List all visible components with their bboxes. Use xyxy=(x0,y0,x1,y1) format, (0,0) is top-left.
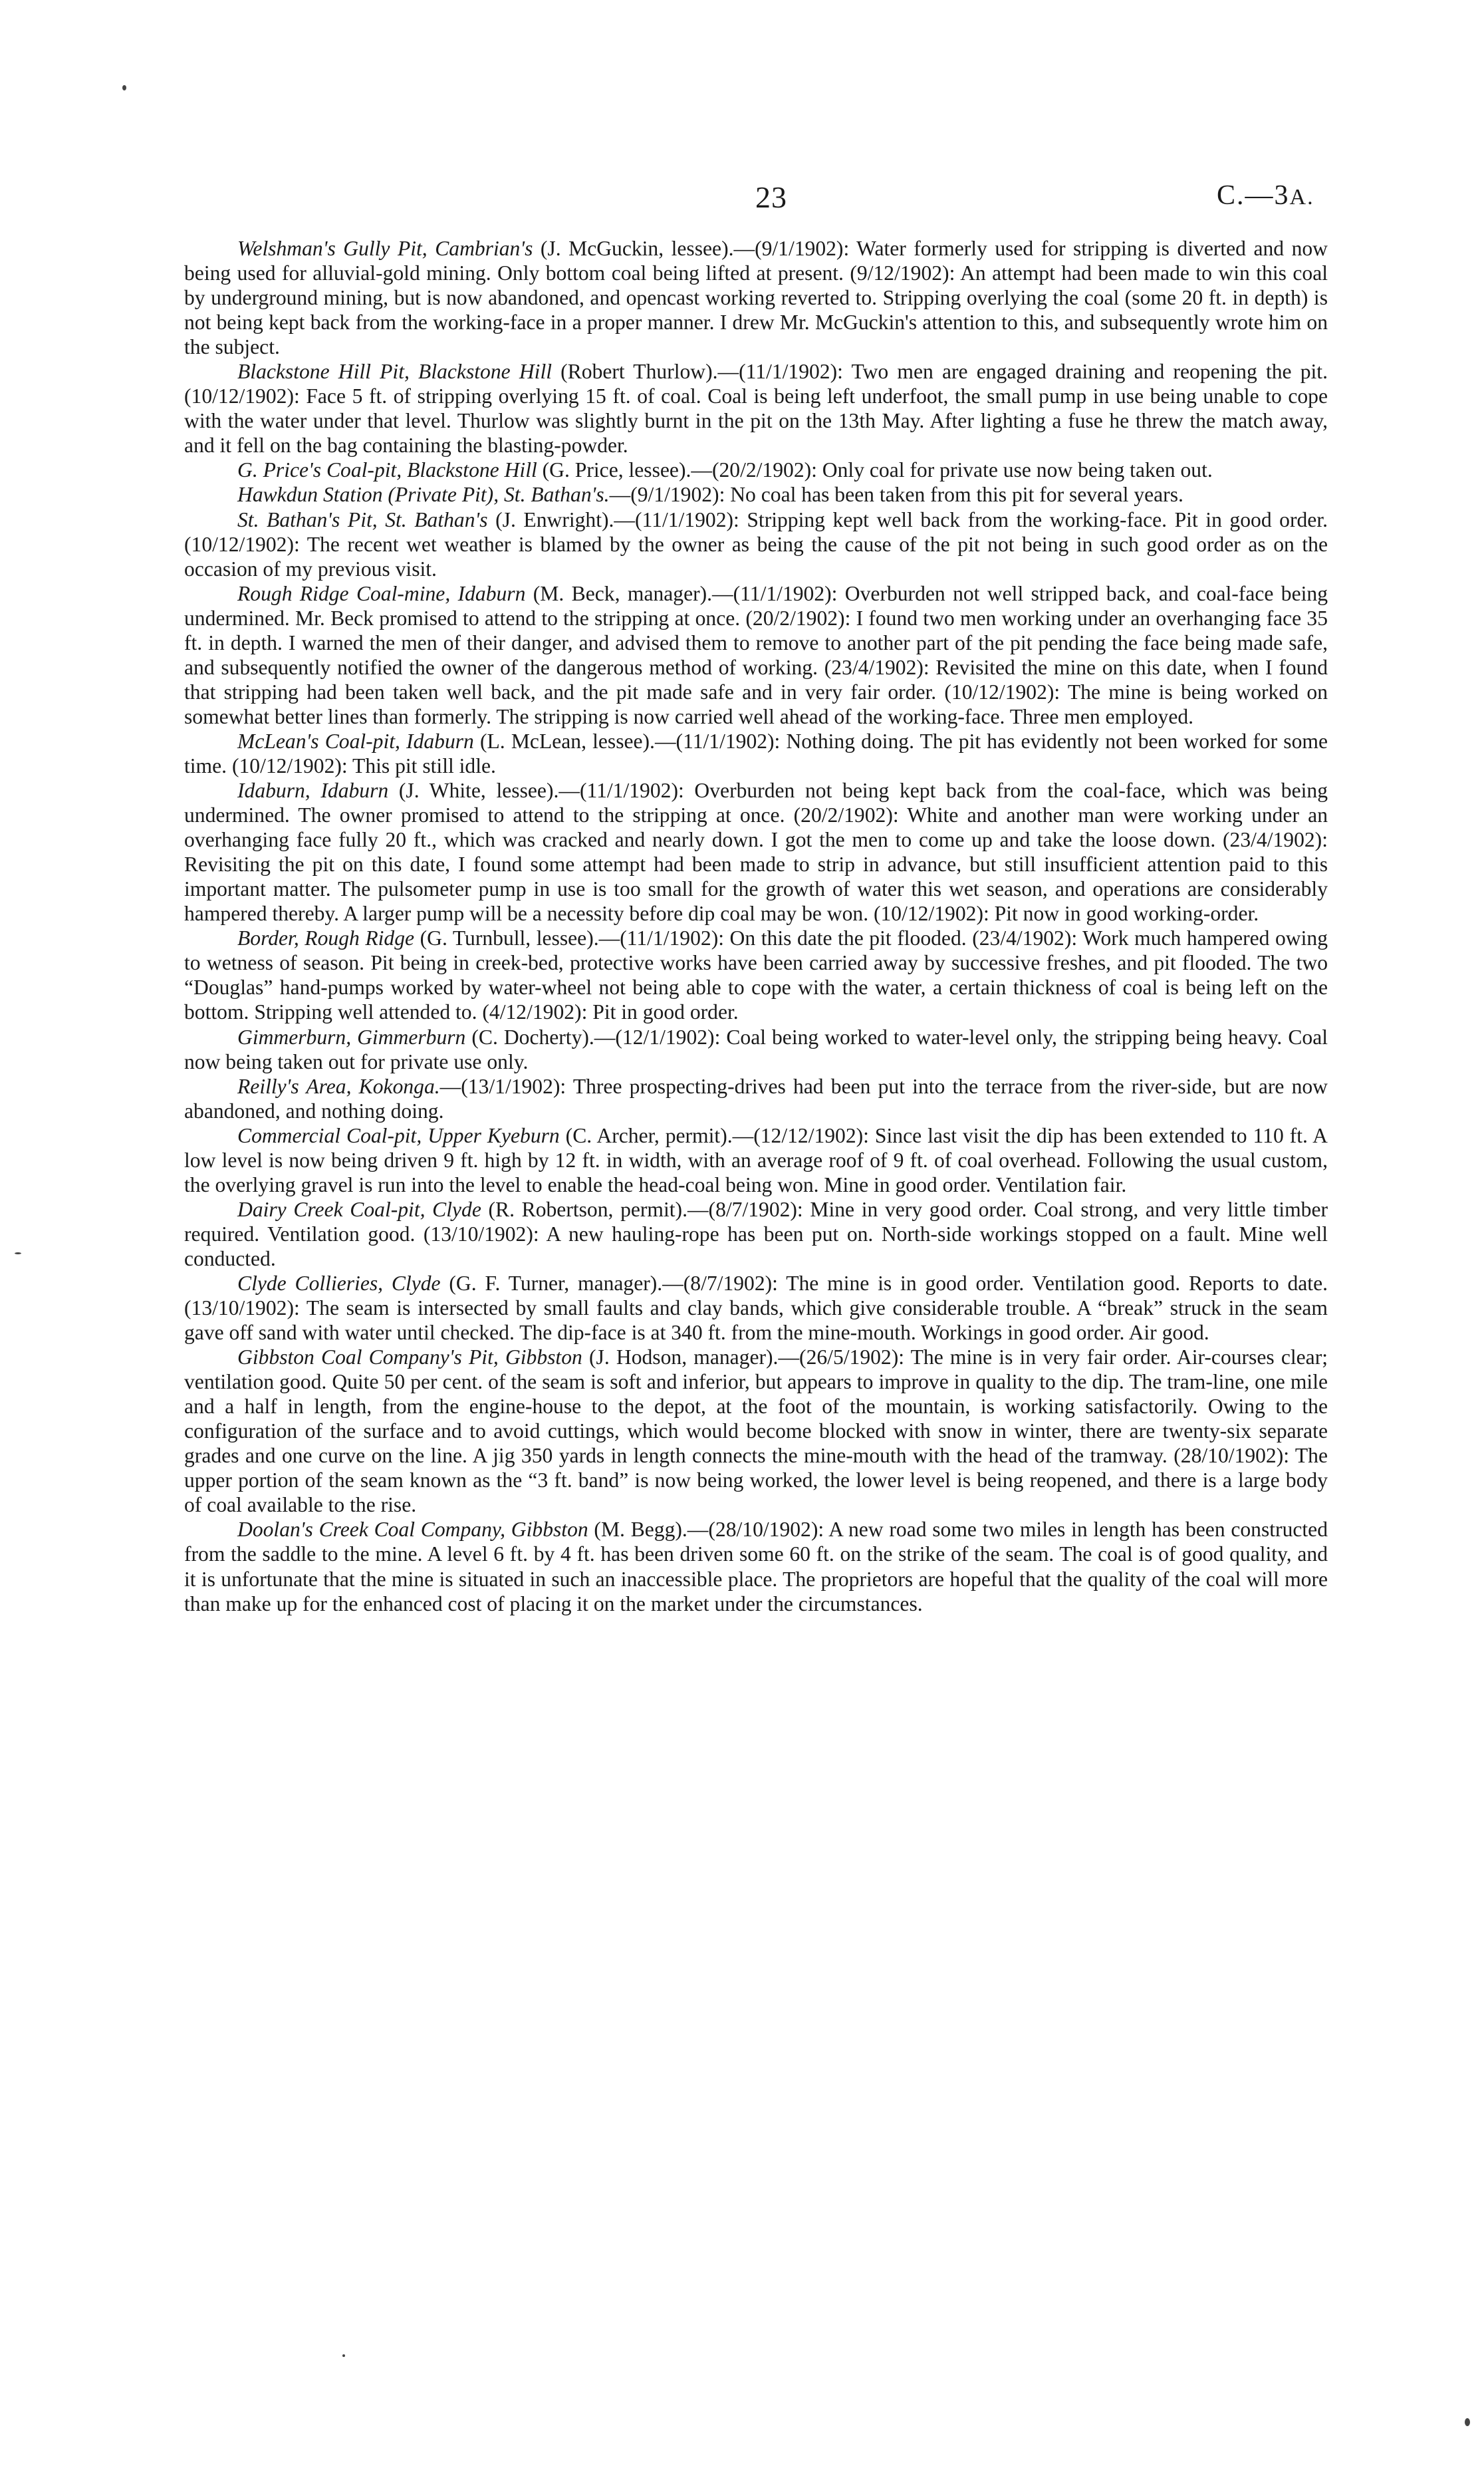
entry-place: Hawkdun Station (Private Pit), St. Bathan's. xyxy=(237,483,610,507)
entry-place: Gibbston Coal Company's Pit, Gibbston xyxy=(237,1345,582,1369)
entry-place: Gimmerburn, Gimmerburn xyxy=(237,1025,466,1049)
entry-text: (L. McLean, lessee).—(11/1/1902): Nothing doing. The pit has evidently not been worked for some time. (10/12/1902): This pit still idle. xyxy=(184,729,1328,777)
entry-text: (M. Begg).—(28/10/1902): A new road some two miles in length has been constructed from the saddle to the mine. A level 6 ft. by 4 ft. has been driven some 60 ft. on the strike of the seam. The coal is of good quality, and it is unfortunate that the mine is situated in such an inaccessible place. The proprietors are hopeful that the quality of the coal will more than make up for the enhanced cost of placing it on the market under the circumstances. xyxy=(184,1518,1328,1615)
entry-text: (G. Price, lessee).—(20/2/1902): Only coal for private use now being taken out. xyxy=(537,458,1213,482)
entry-hawkdun-station xyxy=(184,482,1328,507)
entry-text: (M. Beck, manager).—(11/1/1902): Overburden not well stripped back, and coal-face being undermined. Mr. Beck promised to attend to the stripping at once. (20/2/1902): I found two men working under an overhanging face 35 ft. in depth. I warned the men of their danger, and advised them to remove to another part of the pit pending the face being made safe, and subsequently notified the owner of the dangerous method of working. (23/4/1902): Revisited the mine on this date, when I found that stripping had been taken well back, and the pit made safe and in very fair order. (10/12/1902): The mine is being worked on somewhat better lines than formerly. The stripping is now carried well ahead of the working-face. Three men employed. xyxy=(184,581,1328,728)
entry-blackstone-hill-pit xyxy=(184,359,1328,458)
entry-welshmans-gully xyxy=(184,236,1328,359)
scan-speck xyxy=(342,2354,345,2357)
entry-text: (Robert Thurlow).—(11/1/1902): Two men are engaged draining and reopening the pit. (10/12/1902): Face 5 ft. of stripping overlying 15 ft. of coal. Coal is being left underfoot, the small pump in use being unable to cope with the water under that level. Thurlow was slightly burnt in the pit on the 13th May. After lighting a fuse he threw the match away, and it fell on the bag containing the blasting-powder. xyxy=(184,360,1328,458)
scan-speck xyxy=(1465,2418,1470,2426)
entry-g-price-coal-pit xyxy=(184,458,1328,482)
inspection-report-body xyxy=(184,236,1328,1616)
entry-place: Reilly's Area, Kokonga. xyxy=(237,1074,440,1098)
entry-place: Blackstone Hill Pit, Blackstone Hill xyxy=(237,360,552,384)
entry-border-rough-ridge xyxy=(184,926,1328,1024)
scan-speck xyxy=(15,1252,21,1254)
entry-place: St. Bathan's Pit, St. Bathan's xyxy=(237,507,488,531)
entry-text: —(9/1/1902): No coal has been taken from this pit for several years. xyxy=(609,483,1183,507)
entry-place: Clyde Collieries, Clyde xyxy=(237,1271,441,1295)
entry-text: (J. Enwright).—(11/1/1902): Stripping kept well back from the working-face. Pit in good order. (10/12/1902): The recent wet weather is blamed by the owner as being the cause of the pit not being in such good order as on the occasion of my previous visit. xyxy=(184,507,1328,581)
entry-text: —(13/1/1902): Three prospecting-drives had been put into the terrace from the river-side, but are now abandoned, and nothing doing. xyxy=(184,1074,1328,1123)
entry-text: (J. McGuckin, lessee).—(9/1/1902): Water formerly used for stripping is diverted and now being used for alluvial-gold mining. Only bottom coal being lifted at present. (9/12/1902): An attempt had been made to win this coal by underground mining, but is now abandoned, and opencast working reverted to. Stripping overlying the coal (some 20 ft. in depth) is not being kept back from the working-face in a proper manner. I drew Mr. McGuckin's attention to this, and subsequently wrote him on the subject. xyxy=(184,237,1328,359)
report-code xyxy=(1217,180,1314,211)
entry-place: McLean's Coal-pit, Idaburn xyxy=(237,729,474,753)
entry-dairy-creek-coal-pit xyxy=(184,1197,1328,1271)
entry-place: Welshman's Gully Pit, Cambrian's xyxy=(237,237,533,260)
scan-speck xyxy=(122,85,126,90)
entry-place: Rough Ridge Coal-mine, Idaburn xyxy=(237,581,526,605)
entry-gibbston-coal-company xyxy=(184,1345,1328,1517)
entry-text: (J. Hodson, manager).—(26/5/1902): The mine is in very fair order. Air-courses clear; ventilation good. Quite 50 per cent. of the seam is soft and inferior, but appears to improve in quality to the dip. The tram-line, one mile and a half in length, from the engine-house to the depot, at the foot of the mountain, is working satisfactorily. Owing to the configuration of the surface and to avoid cuttings, which would become blocked with snow in winter, there are twenty-six separate grades and one curve on the line. A jig 350 yards in length connects the mine-mouth with the head of the tramway. (28/10/1902): The upper portion of the seam known as the “3 ft. band” is now being worked, the lower level is being reopened, and there is a large body of coal available to the rise. xyxy=(184,1345,1328,1517)
entry-text: (C. Archer, permit).—(12/12/1902): Since last visit the dip has been extended to 110 ft. A low level is now being driven 9 ft. high by 12 ft. in width, with an average roof of 9 ft. of coal overhead. Following the usual custom, the overlying gravel is run into the level to enable the head-coal being won. Mine in good order. Ventilation fair. xyxy=(184,1123,1328,1196)
entry-st-bathans-pit xyxy=(184,507,1328,581)
page-number: 23 xyxy=(755,180,787,214)
entry-reillys-area xyxy=(184,1074,1328,1123)
entry-rough-ridge-coal-mine xyxy=(184,581,1328,729)
entry-gimmerburn xyxy=(184,1025,1328,1074)
entry-place: Doolan's Creek Coal Company, Gibbston xyxy=(237,1518,588,1542)
entry-place: Commercial Coal-pit, Upper Kyeburn xyxy=(237,1123,560,1147)
entry-text: (G. Turnbull, lessee).—(11/1/1902): On this date the pit flooded. (23/4/1902): Work much hampered owing to wetness of season. Pit being in creek-bed, protective works have been carried away by successive freshes, and pit flooded. The two “Douglas” hand-pumps worked by water-wheel not being able to cope with the water, a certain thickness of coal is being left on the bottom. Stripping well attended to. (4/12/1902): Pit in good order. xyxy=(184,926,1328,1024)
entry-place: G. Price's Coal-pit, Blackstone Hill xyxy=(237,458,537,482)
report-code-prefix: C.—3 xyxy=(1217,180,1290,211)
entry-text: (C. Docherty).—(12/1/1902): Coal being worked to water-level only, the stripping being heavy. Coal now being taken out for private use only. xyxy=(184,1025,1328,1073)
entry-text: (G. F. Turner, manager).—(8/7/1902): The mine is in good order. Ventilation good. Reports to date. (13/10/1902): The seam is intersected by small faults and clay bands, which give considerable trouble. A “break” struck in the seam gave off sand with water until checked. The dip-face is at 340 ft. from the mine-mouth. Workings in good order. Air good. xyxy=(184,1271,1328,1345)
entry-text: (J. White, lessee).—(11/1/1902): Overburden not being kept back from the coal-face, which was being undermined. The owner promised to attend to the stripping at once. (20/2/1902): White and another man were working under an overhanging face fully 20 ft., which was cracked and nearly down. I got the men to come up and take the loose down. (23/4/1902): Revisiting the pit on this date, I found some attempt had been made to strip in advance, but still insufficient attention paid to this important matter. The pulsometer pump in use is too small for the growth of water this wet season, and operations are considerably hampered thereby. A larger pump will be a necessity before dip coal may be won. (10/12/1902): Pit now in good working-order. xyxy=(184,779,1328,926)
entry-clyde-collieries xyxy=(184,1271,1328,1345)
entry-text: (R. Robertson, permit).—(8/7/1902): Mine in very good order. Coal strong, and very little timber required. Ventilation good. (13/10/1902): A new hauling-rope has been put on. North-side workings stopped on a fault. Mine well conducted. xyxy=(184,1197,1328,1270)
entry-place: Dairy Creek Coal-pit, Clyde xyxy=(237,1197,481,1221)
entry-place: Idaburn, Idaburn xyxy=(237,779,389,803)
entry-idaburn xyxy=(184,778,1328,926)
entry-mcleans-coal-pit xyxy=(184,729,1328,778)
entry-place: Border, Rough Ridge xyxy=(237,926,415,950)
entry-commercial-coal-pit xyxy=(184,1123,1328,1197)
report-code-suffix: A. xyxy=(1289,185,1314,209)
entry-doolans-creek xyxy=(184,1517,1328,1615)
